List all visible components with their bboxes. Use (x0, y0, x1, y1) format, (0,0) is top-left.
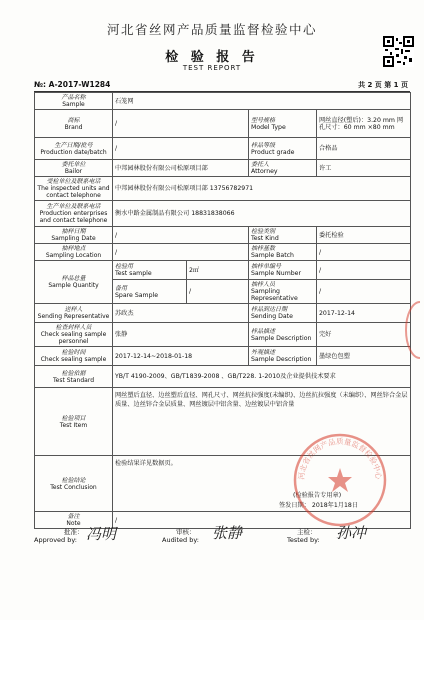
value-test-kind: 委托检验 (317, 227, 411, 244)
label-sample-batch: 抽样基数 Sample Batch (249, 244, 317, 261)
report-number: №: A-2017-W1284 (34, 80, 111, 89)
value-grade: 合格品 (317, 138, 411, 160)
label-sample-number: 抽样单编号 Sample Number (249, 261, 317, 280)
value-appearance: 墨绿色包塑 (317, 347, 411, 366)
label-conclusion: 检验结论 Test Conclusion (35, 456, 113, 512)
value-brand: / (113, 110, 249, 138)
label-sampling-date: 抽样日期 Sampling Date (35, 227, 113, 244)
label-note: 备注 Note (35, 512, 113, 529)
value-sampling-date: / (113, 227, 249, 244)
label-spare-sample: 备用 Spare Sample (113, 280, 187, 304)
conclusion-text: 检验结果详见数据页。 (115, 460, 177, 467)
value-sampling-rep: / (317, 280, 411, 304)
label-inspected: 受检单位及联系电话 The inspected units and contact telephone (35, 177, 113, 201)
value-sender: 苏政杰 (113, 304, 249, 323)
label-standard: 检验依据 Test Standard (35, 366, 113, 388)
label-attorney: 委托人 Attorney (249, 160, 317, 177)
label-items: 检验项目 Test Item (35, 388, 113, 456)
report-title-en: TEST REPORT (182, 64, 242, 72)
value-items: 网丝塑后直径、边丝塑后直径、网孔尺寸、网丝抗拉强度(未编织)、边丝抗拉强度（未编织）、网丝锌合金层质量、边丝锌合金层质量、网丝镀层中铝含量、边丝镀层中铝含量 (113, 388, 411, 456)
label-production: 生产日期/批号 Production date/batch (35, 138, 113, 160)
value-production: / (113, 138, 249, 160)
value-sending-date: 2017-12-14 (317, 304, 411, 323)
label-producer: 生产单位及联系电话 Production enterprises and contact telephone (35, 201, 113, 227)
label-sampling-location: 抽样地点 Sampling Location (35, 244, 113, 261)
value-check-date: 2017-12-14~2018-01-18 (113, 347, 249, 366)
label-sampling-rep: 抽样人员 Sampling Representative (249, 280, 317, 304)
label-sending-date: 样品到达日期 Sending Date (249, 304, 317, 323)
approved-by (34, 527, 84, 544)
value-note: / (113, 512, 411, 529)
label-brand: 商标 Brand (35, 110, 113, 138)
audited-signature: 张静 (212, 524, 243, 542)
value-sample-number: / (317, 261, 411, 280)
approved-signature: 冯明 (86, 525, 117, 543)
tested-signature: 孙冲 (336, 524, 367, 542)
audited-label: 审核： (176, 528, 196, 536)
value-spare-sample: / (187, 280, 249, 304)
label-model: 型号规格 Model Type (249, 110, 317, 138)
audited-by (162, 527, 199, 544)
value-sealer: 张静 (113, 323, 249, 347)
approved-label-en: Approved by: (34, 536, 77, 544)
value-inspected: 中邦园林股份有限公司松原项目部 13756782971 (113, 177, 411, 201)
page-counter: 共 2 页 第 1 页 (358, 81, 408, 89)
label-test-sample: 检验用 Test sample (113, 261, 187, 280)
approved-label: 批准： (64, 528, 84, 536)
value-producer: 衡水中路金属制品有限公司 18831838066 (113, 201, 411, 227)
label-sample-quantity: 样品总量 Sample Quantity (35, 261, 113, 304)
tested-label: 主检： (297, 528, 317, 536)
label-sealer: 检查封样人员 Check sealing sample personnel (35, 323, 113, 347)
label-product-name: 产品名称 Sample (35, 93, 113, 110)
label-description: 样品描述 Sample Description (249, 323, 317, 347)
label-test-kind: 检验类别 Test Kind (249, 227, 317, 244)
seal-ring-text: 河北省丝网产品质量监督检验中心 (296, 436, 384, 481)
value-description: 完好 (317, 323, 411, 347)
issue-date: 签发日期： 2018年1月18日 (279, 502, 359, 509)
label-grade: 样品等级 Product grade (249, 138, 317, 160)
value-sample-batch: / (317, 244, 411, 261)
label-check-date: 检验时间 Check sealing sample (35, 347, 113, 366)
audited-label-en: Audited by: (162, 536, 199, 544)
page-seam-seal (404, 300, 420, 360)
stamp-note: (检验报告专用章) (293, 492, 342, 499)
value-bailor: 中邦园林股份有限公司松原项目部 (113, 160, 249, 177)
value-model: 网丝直径(塑后)：3.20 mm 网孔尺寸：60 mm ×80 mm (317, 110, 411, 138)
value-standard: YB/T 4190-2009、GB/T1839-2008 、GB/T228. 1-2010及企业提供技术要求 (113, 366, 411, 388)
label-appearance: 外观描述 Sample Description (249, 347, 317, 366)
value-attorney: 许工 (317, 160, 411, 177)
value-product-name: 石笼网 (113, 93, 411, 110)
value-sampling-location: / (113, 244, 249, 261)
value-test-sample: 2㎡ (187, 261, 249, 280)
label-sender: 送样人 Sending Representative (35, 304, 113, 323)
tested-label-en: Tested by: (287, 536, 320, 544)
org-name: 河北省丝网产品质量监督检验中心 (106, 22, 317, 37)
official-seal (292, 432, 388, 528)
label-bailor: 委托单位 Bailor (35, 160, 113, 177)
report-title: 检 验 报 告 (165, 50, 259, 65)
tested-by (287, 527, 320, 544)
